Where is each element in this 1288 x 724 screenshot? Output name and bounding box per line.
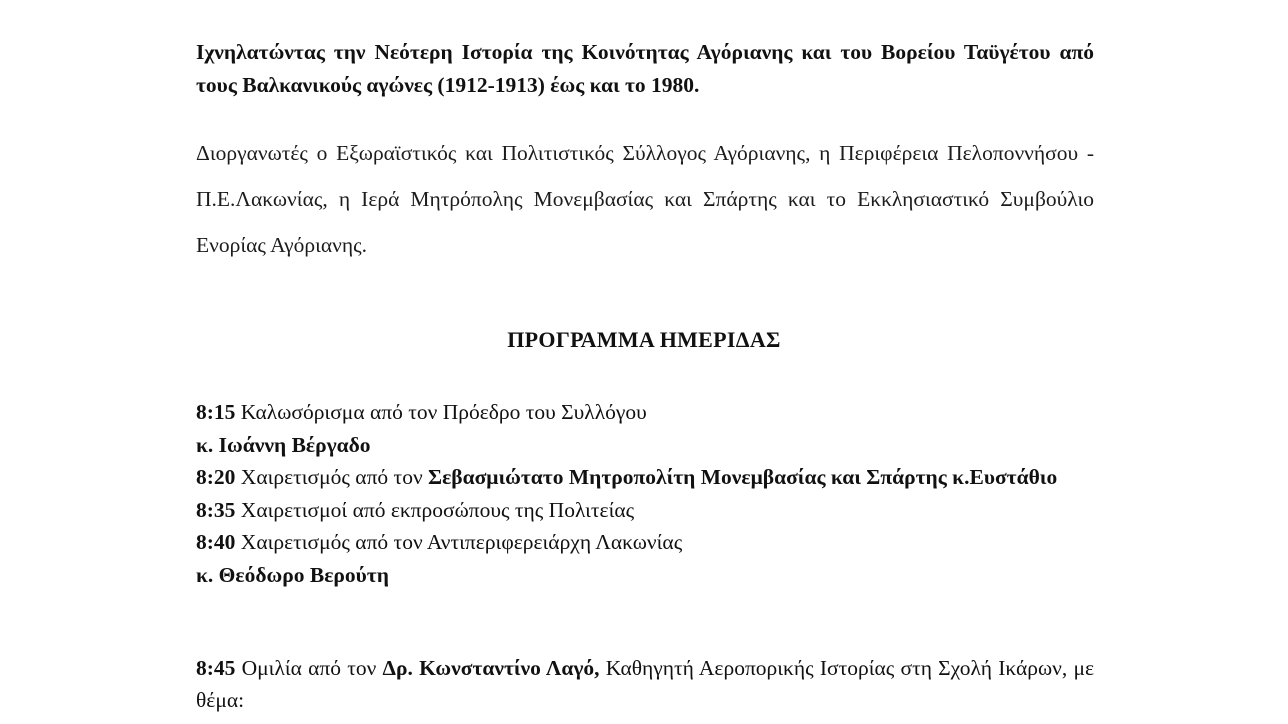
schedule-time: 8:35: [196, 497, 236, 522]
schedule-person: κ. Θεόδωρο Βερούτη: [196, 562, 389, 587]
schedule-person: κ. Ιωάννη Βέργαδο: [196, 432, 371, 457]
schedule-text: Καλωσόρισμα από τον Πρόεδρο του Συλλόγου: [235, 400, 647, 424]
schedule-text: Χαιρετισμός από τον Αντιπεριφερειάρχη Λακωνίας: [235, 530, 683, 554]
schedule-list: [196, 396, 1094, 591]
schedule-person: Σεβασμιώτατο Μητροπολίτη Μονεμβασίας και Σπάρτης κ.Ευστάθιο: [428, 465, 1058, 489]
schedule-item: [196, 526, 1094, 559]
schedule-item: [196, 396, 1094, 429]
intro-paragraph: Ιχνηλατώντας την Νεότερη Ιστορία της Κοινότητας Αγόριανης και του Βορείου Ταϋγέτου από τους Βαλκανικούς αγώνες (1912-1913) έως και το 1980.: [196, 40, 1094, 97]
schedule-time: 8:40: [196, 530, 236, 554]
schedule-item: [196, 461, 1094, 494]
program-heading: ΠΡΟΓΡΑΜΜΑ ΗΜΕΡΙΔΑΣ: [507, 327, 781, 352]
organizers-paragraph: Διοργανωτές ο Εξωραϊστικός και Πολιτιστικός Σύλλογος Αγόριανης, η Περιφέρεια Πελοποννήσου - Π.Ε.Λακωνίας, η Ιερά Μητρόπολης Μονεμβασίας και Σπάρτης και το Εκκλησιαστικό Συμβούλιο Ενορίας Αγόριανης.: [196, 141, 1094, 257]
schedule-item: [196, 494, 1094, 527]
schedule-text: Χαιρετισμοί από εκπροσώπους της Πολιτείας: [235, 497, 635, 522]
speaker-name: Δρ. Κωνσταντίνο Λαγό,: [382, 656, 600, 680]
schedule-text: Χαιρετισμός από τον: [235, 465, 429, 489]
schedule-time: 8:20: [196, 465, 236, 489]
schedule-text: Ομιλία από τον: [235, 656, 383, 680]
speech-description: Καθηγητή Αεροπορικής Ιστορίας στη Σχολή Ικάρων, με θέμα:: [196, 656, 1095, 712]
speech-item: [196, 652, 1094, 716]
schedule-time: 8:15: [196, 400, 236, 424]
schedule-time: 8:45: [196, 656, 236, 680]
